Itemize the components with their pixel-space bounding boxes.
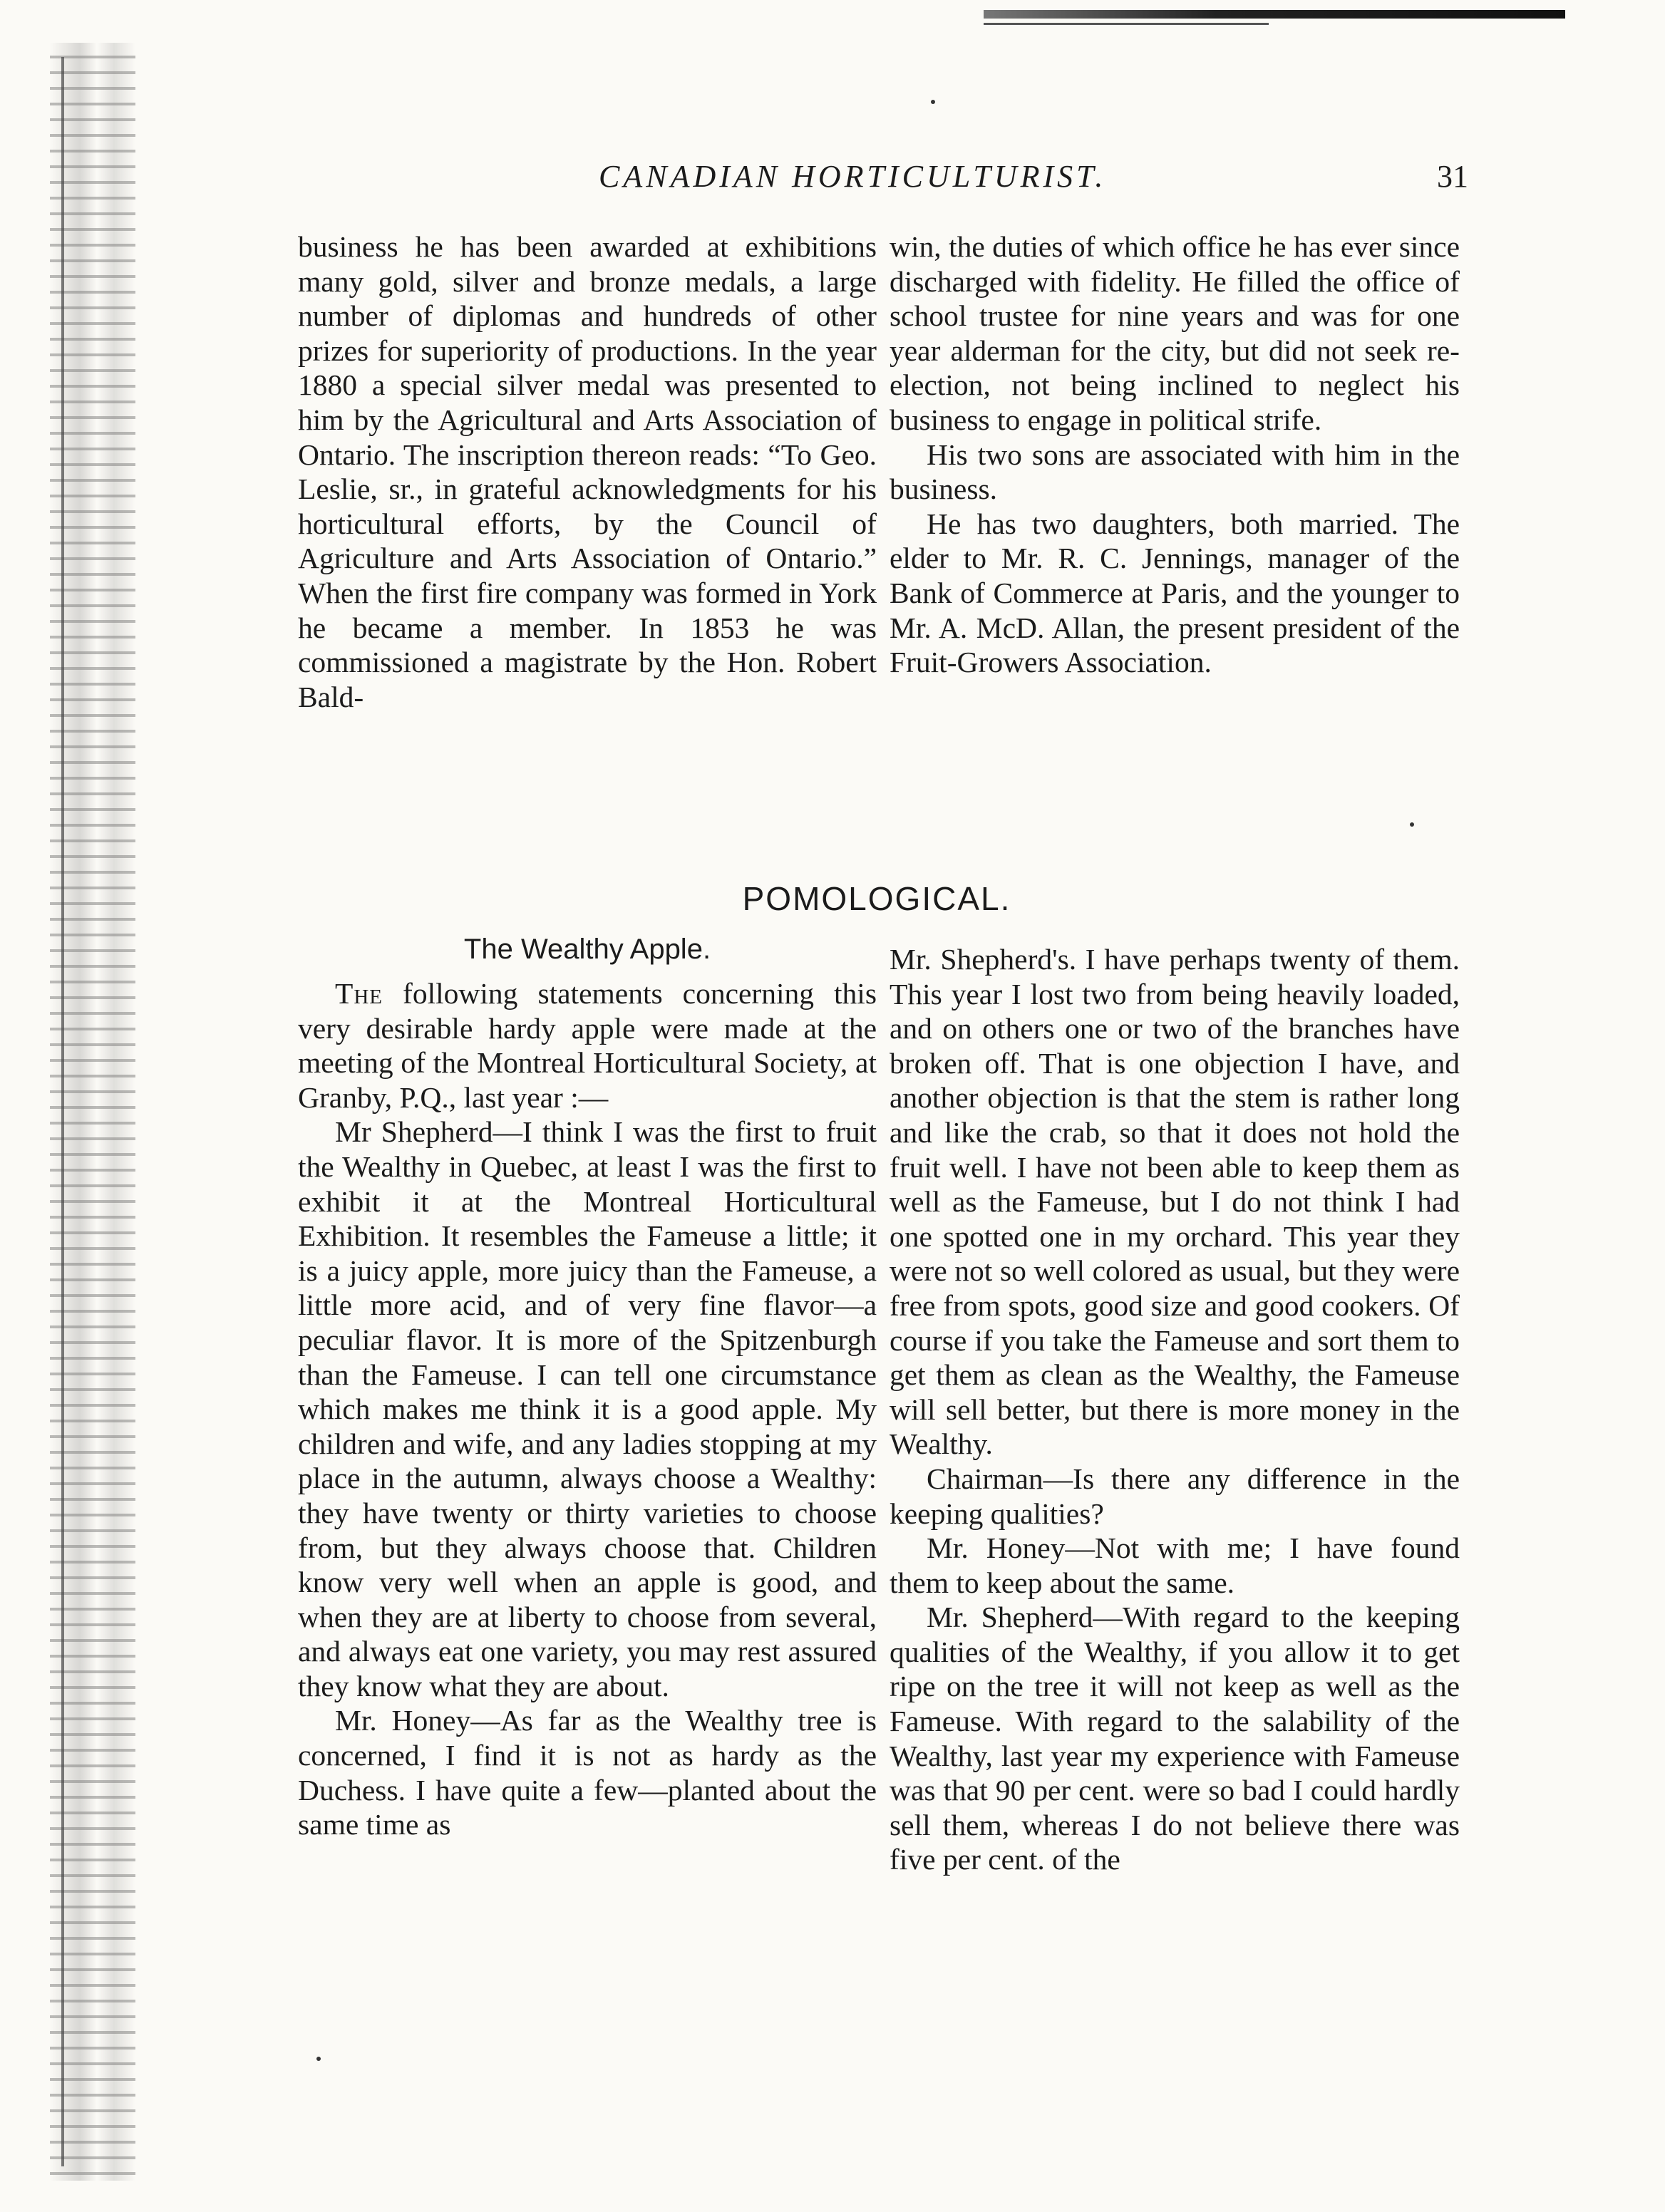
paragraph: Mr. Shepherd's. I have perhaps twenty of them. This year I lost two from being heavily loaded, and on others one or two of the branches have broken off. That is one objection I have, and another objection is that the stem is rather long and like the crab, so that it does not hold the fruit well. I have not been able to keep them as well as the Fameuse, but I do not think I had one spotted one in my orchard. This year they were not so well colored as usual, but they were free from spots, good size and good cookers. Of course if you take the Fameuse and sort them to get them as clean as the Wealthy, the Fameuse will sell better, but there is more money in the Wealthy. xyxy=(890,943,1460,1461)
top-border-rule xyxy=(984,10,1565,19)
top-border-thin-rule xyxy=(984,23,1269,25)
continued-column-left xyxy=(298,229,877,714)
paragraph: His two sons are associated with him in the business. xyxy=(890,438,1460,506)
paragraph: Mr. Honey—As far as the Wealthy tree is concerned, I find it is not as hardy as the Duchess. I have quite a few—planted about the same time as xyxy=(298,1704,877,1841)
binding-edge-line xyxy=(61,57,64,2166)
paragraph: Mr Shepherd—I think I was the first to fruit the Wealthy in Quebec, at least I was the first to exhibit it at the Montreal Horticultural Exhibition. It resembles the Fameuse a little; it is a juicy apple, more juicy than the Fameuse, a little more acid, and of very fine flavor—a peculiar flavor. It is more of the Spitzenburgh than the Fameuse. I can tell one circumstance which makes me think it is a good apple. My children and wife, and any ladies stopping at my place in the autumn, always choose a Wealthy: they have twenty or thirty varieties to choose from, but they always choose that. Children know very well when an apple is good, and when they are at liberty to choose from several, and always eat one variety, you may rest assured they know what they are about. xyxy=(298,1115,877,1702)
lead-word: The xyxy=(335,977,383,1010)
paragraph: Mr. Honey—Not with me; I have found them to keep about the same. xyxy=(890,1531,1460,1599)
continued-column-right xyxy=(890,229,1460,680)
article-title: The Wealthy Apple. xyxy=(463,934,711,965)
lead-paragraph xyxy=(298,976,877,1115)
running-title: CANADIAN HORTICULTURIST. xyxy=(599,159,1107,194)
page-header xyxy=(285,158,1468,215)
page-number: 31 xyxy=(1437,159,1468,194)
scan-speck xyxy=(931,100,935,104)
article-column-right xyxy=(890,942,1460,1877)
scan-speck xyxy=(316,2057,321,2061)
paragraph: business he has been awarded at exhibitions many gold, silver and bronze medals, a large number of diplomas and hundreds of other prizes for superiority of productions. In the year 1880 a special silver medal was presented to him by the Agricultural and Arts Association of Ontario. The inscription thereon reads: “To Geo. Leslie, sr., in grateful acknowledgments for his horticultural efforts, by the Council of Agriculture and Arts Association of Ontario.” When the first fire company was formed in York he became a member. In 1853 he was commissioned a magistrate by the Hon. Robert Bald- xyxy=(298,230,877,713)
lead-text: following statements concerning this very desirable hardy apple were made at the meeting of the Montreal Horticultural Society, at Granby, P.Q., last year :— xyxy=(298,977,877,1114)
article-column-left xyxy=(298,976,877,1842)
paragraph: Chairman—Is there any difference in the keeping qualities? xyxy=(890,1462,1460,1530)
paragraph: He has two daughters, both married. The elder to Mr. R. C. Jennings, manager of the Bank of Commerce at Paris, and the younger to Mr. A. McD. Allan, the present president of the Fruit-Growers Association. xyxy=(890,507,1460,679)
scan-speck xyxy=(1410,822,1414,827)
section-title: POMOLOGICAL. xyxy=(742,880,1011,917)
paragraph: win, the duties of which office he has ever since discharged with fidelity. He filled the office of school trustee for nine years and was for one year alderman for the city, but did not seek re-election, not being inclined to neglect his business to engage in political strife. xyxy=(890,230,1460,436)
paragraph: Mr. Shepherd—With regard to the keeping qualities of the Wealthy, if you allow it to get ripe on the tree it will not keep as well as the Fameuse. With regard to the salability of the Wealthy, last year my experience with Fameuse was that 90 per cent. were so bad I could hardly sell them, whereas I do not believe there was five per cent. of the xyxy=(890,1601,1460,1876)
